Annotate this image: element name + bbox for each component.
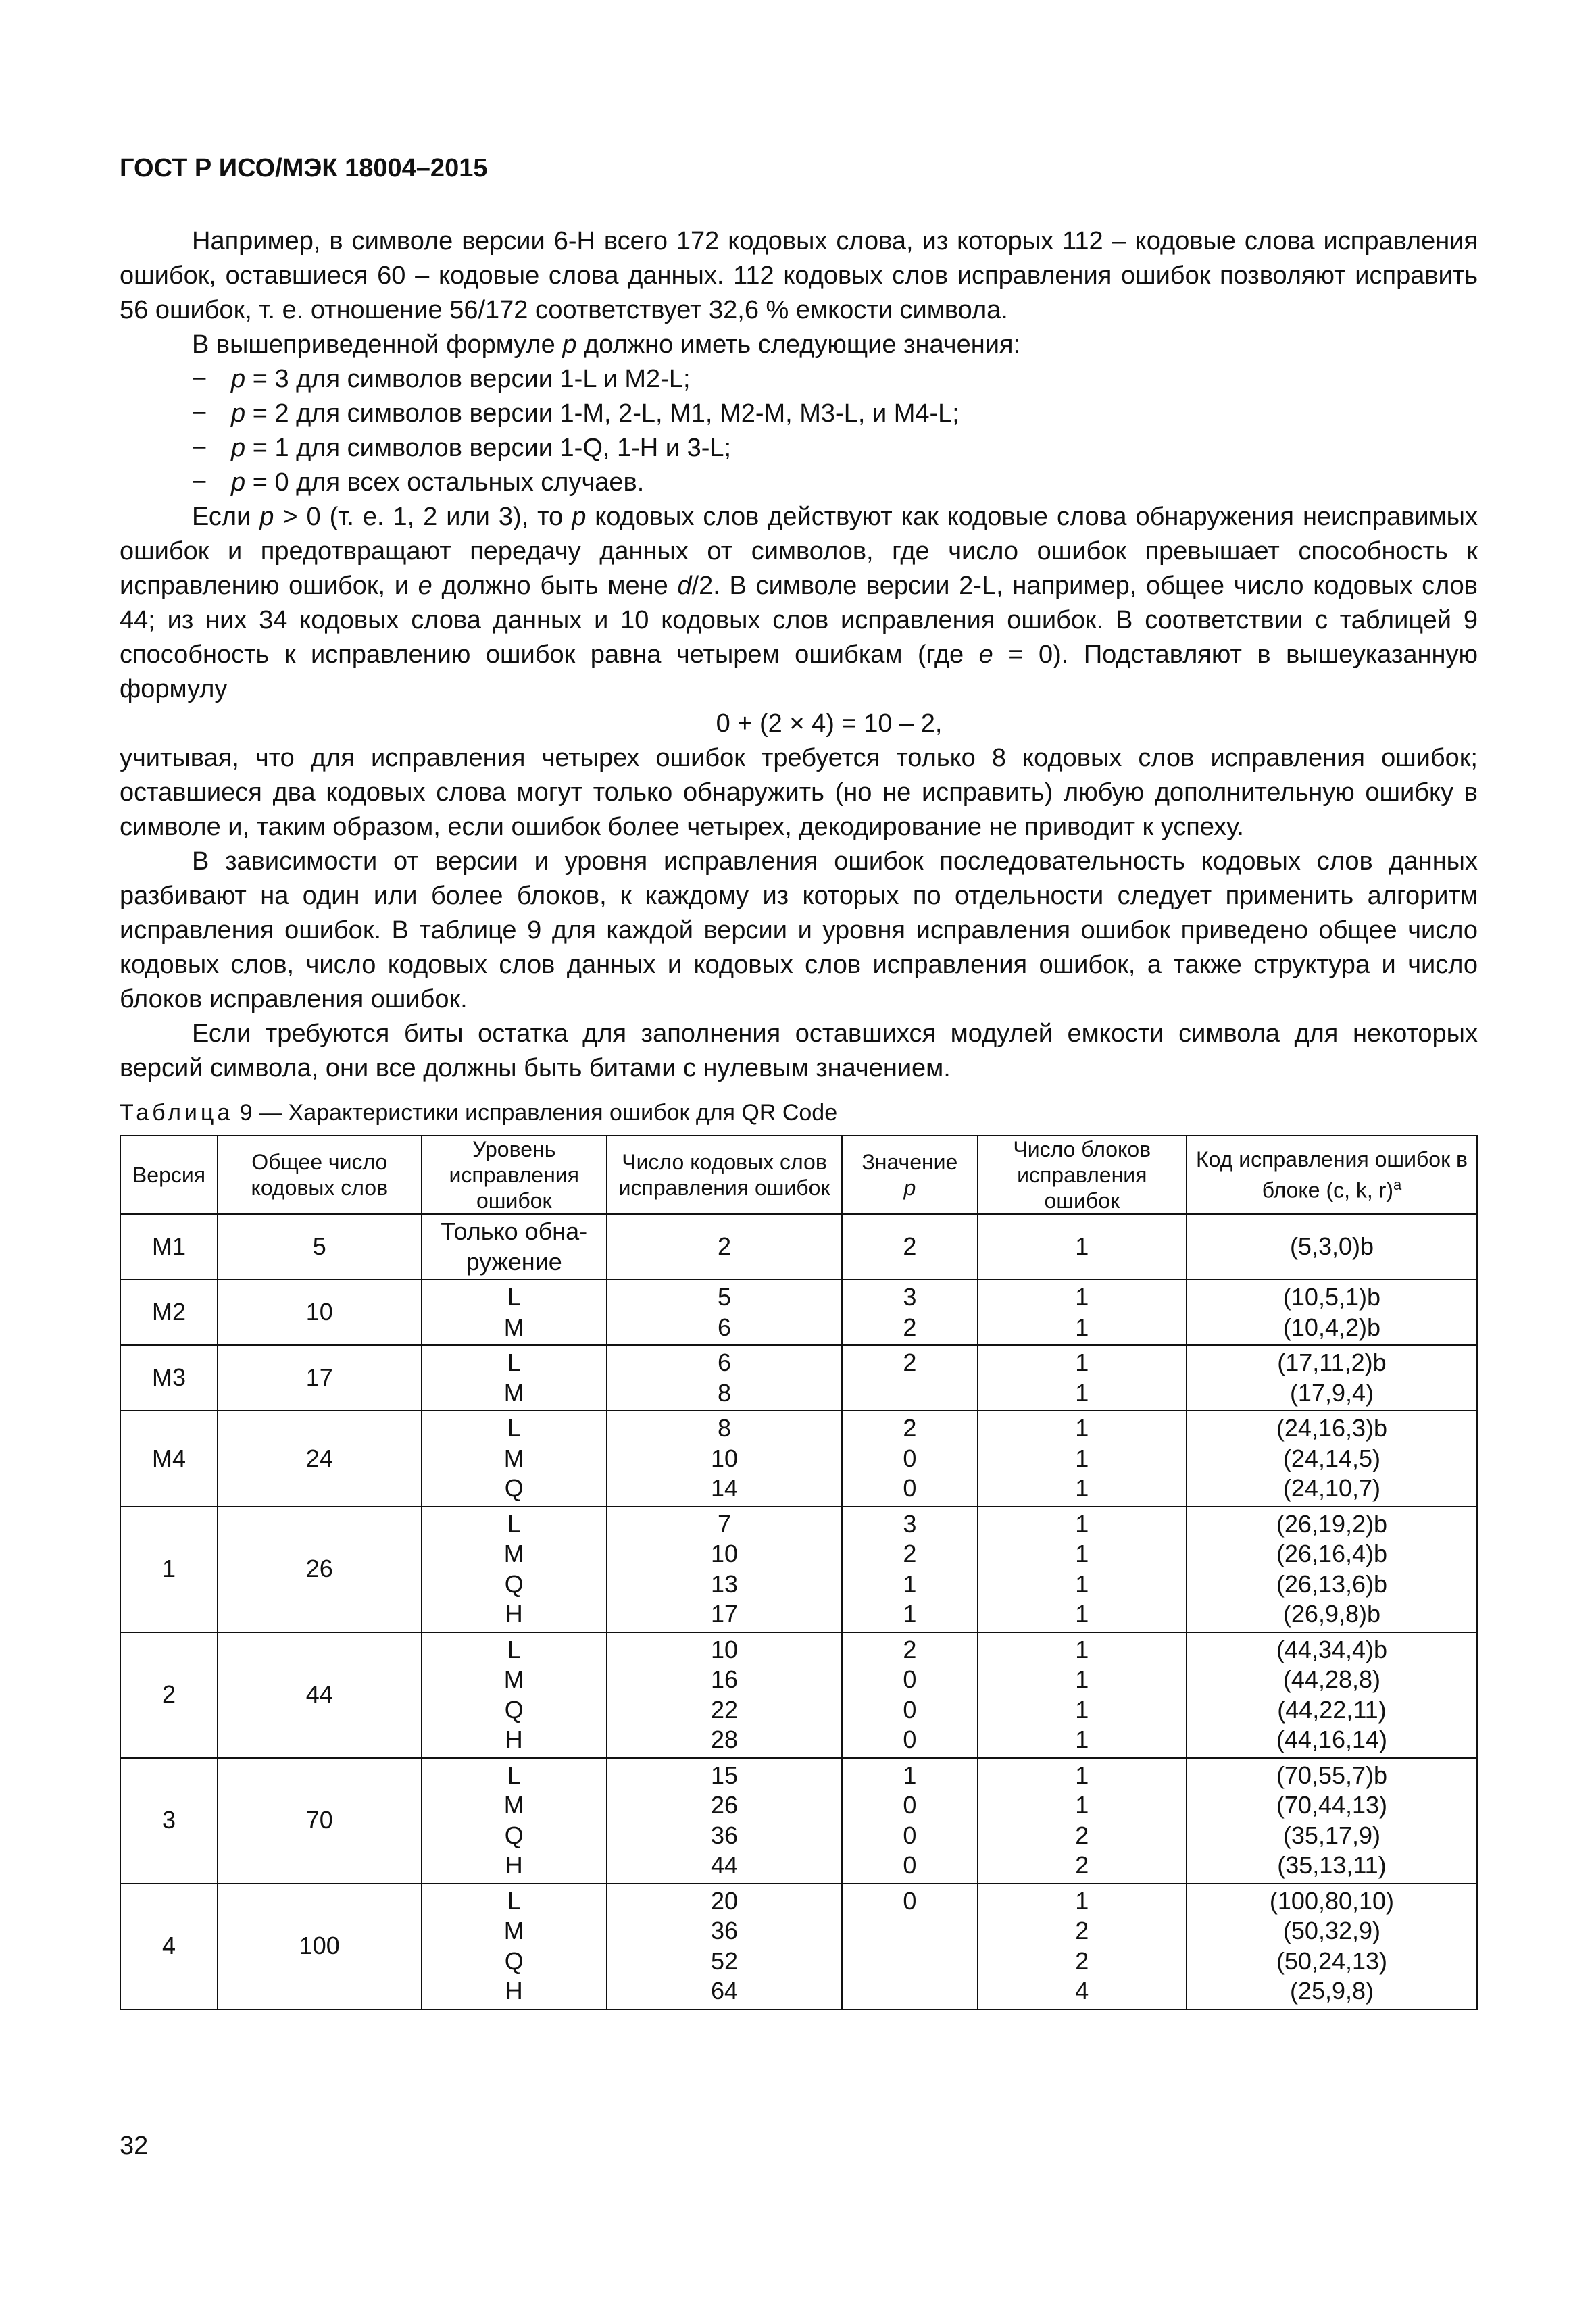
cell-line: (25,9,8) [1289,1977,1374,2005]
var-d: d [677,572,692,600]
cell-line: Q [504,1474,524,1502]
cell-line: 2 [1075,1851,1089,1879]
cell-line: Только обна- [441,1217,588,1245]
cell-levels [422,1884,607,2009]
cell-version: M3 [120,1345,218,1411]
table-caption-text: 9 — Характеристики исправления ошибок для QR Code [233,1100,838,1126]
cell-line: 1 [1075,1474,1089,1502]
cell-line: (5,3,0)b [1289,1232,1374,1261]
cell-line: 36 [711,1917,739,1944]
cell-line: 0 [903,1444,917,1472]
cell-line: 0 [903,1695,917,1724]
cell-line: M [503,1791,524,1819]
cell-line: (50,32,9) [1282,1917,1381,1944]
cell-line: 13 [711,1569,739,1598]
cell-line: 1 [1075,1886,1089,1915]
var-e: e [978,640,993,669]
cell-line: (26,19,2)b [1276,1509,1388,1538]
cell-line: Q [504,1946,524,1975]
cell-p [842,1884,977,2009]
paragraph-3-part: Если [192,503,260,531]
cell-line: 1 [1075,1726,1089,1753]
table-caption [120,1100,837,1126]
header-blocks: Число блоков исправления ошибок [978,1136,1187,1214]
cell-version: M4 [120,1411,218,1507]
cell-levels [422,1507,607,1632]
cell-line: 1 [1075,1313,1089,1341]
cell-line: 1 [1075,1378,1089,1407]
var-p: p [259,503,274,531]
cell-line: 64 [711,1977,739,2005]
cell-line: 0 [903,1726,917,1753]
cell-line: L [507,1509,521,1538]
cell-code [1187,1345,1477,1411]
cell-p [842,1345,977,1411]
var-e: e [418,572,432,600]
cell-code [1187,1507,1477,1632]
cell-blocks [978,1758,1187,1884]
cell-line: 0 [903,1851,917,1879]
cell-line: 1 [1075,1761,1089,1789]
cell-line: (70,44,13) [1276,1791,1388,1819]
table-body [120,1214,1477,2009]
cell-line: (10,5,1)b [1282,1283,1381,1311]
header-code-label: Код исправления ошибок в блоке (c, k, r) [1196,1147,1468,1203]
cell-version: M2 [120,1280,218,1345]
paragraph-6: Если требуются биты остатка для заполнения оставшихся модулей емкости символа для некоторых версий символа, они все должны быть битами с нулевым значением. [120,1020,1478,1082]
cell-ec [607,1214,842,1280]
cell-blocks [978,1214,1187,1280]
cell-ec [607,1411,842,1507]
cell-line: 2 [903,1635,917,1663]
cell-line: 6 [718,1349,732,1376]
cell-line: 44 [711,1851,739,1879]
cell-version: 4 [120,1884,218,2009]
cell-blocks [978,1280,1187,1345]
cell-line [845,1378,974,1409]
cell-line: 1 [903,1600,917,1628]
cell-blocks [978,1632,1187,1758]
cell-ec [607,1280,842,1345]
cell-line: 14 [711,1474,739,1502]
cell-code [1187,1758,1477,1884]
cell-line: 20 [711,1886,739,1915]
cell-line: 5 [718,1283,732,1311]
cell-line: 36 [711,1821,739,1849]
cell-line [845,1916,974,1946]
paragraph-3-part: = 0). Подставляют в вышеуказанную формулу [120,640,1478,703]
cell-line [845,1976,974,2007]
cell-line: L [507,1635,521,1663]
cell-line: 1 [1075,1665,1089,1693]
cell-levels [422,1632,607,1758]
cell-line: 2 [1075,1821,1089,1849]
var-p: p [572,503,587,531]
cell-total: 44 [218,1632,422,1758]
cell-p [842,1280,977,1345]
cell-line: 1 [903,1569,917,1598]
cell-p [842,1411,977,1507]
cell-line: 1 [1075,1695,1089,1724]
cell-line: 0 [903,1665,917,1693]
cell-line: 8 [718,1378,732,1407]
table-row [120,1632,1477,1758]
cell-line: (26,16,4)b [1276,1540,1388,1567]
page-number: 32 [120,2132,149,2160]
document-header: ГОСТ Р ИСО/МЭК 18004–2015 [120,154,488,182]
list-item-text: = 0 для всех остальных случаев. [245,468,645,497]
header-ec-codewords: Число кодовых слов исправления ошибок [607,1136,842,1214]
cell-line: 1 [1075,1635,1089,1663]
cell-line: 28 [711,1726,739,1753]
table-row [120,1280,1477,1345]
cell-line: H [505,1851,523,1879]
cell-line: Q [504,1821,524,1849]
cell-blocks [978,1345,1187,1411]
cell-line: 2 [903,1414,917,1442]
cell-line: 7 [718,1509,732,1538]
var-p: p [231,434,246,462]
table-row [120,1345,1477,1411]
header-p [842,1136,977,1214]
cell-line: 15 [711,1761,739,1789]
header-version: Версия [120,1136,218,1214]
list-item-text: = 2 для символов версии 1-М, 2-L, M1, M2-M, M3-L, и M4-L; [245,399,959,428]
cell-line: 2 [1075,1917,1089,1944]
cell-line: L [507,1414,521,1442]
cell-line: 1 [1075,1414,1089,1442]
cell-line: 1 [1075,1569,1089,1598]
cell-version: 2 [120,1632,218,1758]
cell-levels [422,1280,607,1345]
cell-line: (10,4,2)b [1282,1313,1381,1341]
table-caption-word: Таблица [120,1100,234,1126]
cell-line: (44,34,4)b [1276,1635,1388,1663]
cell-line: 22 [711,1695,739,1724]
cell-total: 17 [218,1345,422,1411]
paragraph-2-part: должно иметь следующие значения: [576,330,1021,359]
cell-line: 2 [903,1349,917,1376]
cell-line: 4 [1075,1977,1089,2005]
cell-line: L [507,1886,521,1915]
cell-line: 16 [711,1665,739,1693]
cell-line: 0 [903,1821,917,1849]
cell-line: 10 [711,1444,739,1472]
cell-line: 1 [1075,1600,1089,1628]
paragraph-3-part: кодовых слов действуют как кодовые слова обнаружения неисправимых ошибок и предотвращают передачу данных от символов, где число ошибок превышает способность к исправлению ошибок, и [120,503,1478,600]
formula: 0 + (2 × 4) = 10 – 2, [716,709,943,738]
cell-line: 1 [1075,1509,1089,1538]
list-item-text: = 3 для символов версии 1-L и M2-L; [245,365,691,393]
table-row [120,1758,1477,1884]
cell-code [1187,1411,1477,1507]
cell-line: 52 [711,1946,739,1975]
header-total: Общее число кодовых слов [218,1136,422,1214]
cell-p [842,1507,977,1632]
paragraph-3 [120,500,1478,707]
cell-line: M [503,1540,524,1567]
cell-code [1187,1884,1477,2009]
var-p: p [231,399,246,428]
cell-line: 0 [903,1791,917,1819]
header-code [1187,1136,1477,1214]
cell-total: 26 [218,1507,422,1632]
cell-line: M [503,1444,524,1472]
var-p: p [231,468,246,497]
paragraph-3-part: должно быть мене [432,572,678,600]
cell-ec [607,1632,842,1758]
cell-line: 2 [1075,1946,1089,1975]
cell-ec [607,1345,842,1411]
cell-line: L [507,1283,521,1311]
header-p-label: Значение [862,1150,958,1174]
cell-line: 3 [903,1283,917,1311]
p-values-list [120,362,1478,500]
cell-line: H [505,1977,523,2005]
cell-line: 0 [903,1474,917,1502]
var-p: p [231,365,246,393]
cell-line: ружение [466,1247,562,1276]
cell-ec [607,1758,842,1884]
cell-line: 2 [903,1313,917,1341]
cell-line: (17,9,4) [1289,1378,1374,1407]
cell-code [1187,1632,1477,1758]
table-row [120,1411,1477,1507]
cell-total: 70 [218,1758,422,1884]
list-item [192,397,1478,431]
cell-total: 24 [218,1411,422,1507]
cell-levels [422,1758,607,1884]
paragraph-5: В зависимости от версии и уровня исправления ошибок последовательность кодовых слов данных разбивают на один или более блоков, к каждому из которых по отдельности следует применить алгоритм исправления ошибок. В таблице 9 для каждой версии и уровня исправления ошибок приведено общее число кодовых слов, число кодовых слов данных и кодовых слов исправления ошибок, а также структура и число блоков исправления ошибок. [120,847,1478,1013]
cell-line: Q [504,1695,524,1724]
cell-version: 1 [120,1507,218,1632]
cell-line: (35,13,11) [1277,1851,1387,1879]
cell-code [1187,1280,1477,1345]
cell-line: 10 [711,1540,739,1567]
cell-line: H [505,1600,523,1628]
cell-line: 1 [1075,1791,1089,1819]
cell-line: 1 [903,1761,917,1789]
cell-p [842,1632,977,1758]
cell-line: 17 [711,1600,739,1628]
cell-line: 1 [1075,1540,1089,1567]
header-level: Уровень исправления ошибок [422,1136,607,1214]
cell-line [845,1946,974,1977]
table-row [120,1884,1477,2009]
cell-version: M1 [120,1214,218,1280]
cell-line: 26 [711,1791,739,1819]
cell-line: (100,80,10) [1269,1886,1395,1915]
cell-line: L [507,1349,521,1376]
cell-line: (35,17,9) [1282,1821,1381,1849]
cell-levels [422,1214,607,1280]
paragraph-3-part: /2. В символе версии 2-L, например, общее число кодовых слов 44; из них 34 кодовых слова данных и 10 кодовых слов исправления ошибок. В соответствии с таблицей 9 способность к исправлению ошибок равна четырем ошибкам (где [120,572,1478,669]
cell-line: M [503,1313,524,1341]
cell-ec [607,1884,842,2009]
paragraph-4: учитывая, что для исправления четырех ошибок требуется только 8 кодовых слов исправления ошибок; оставшиеся два кодовых слова могут только обнаружить (но не исправить) любую дополнительную ошибку в символе и, таким образом, если ошибок более четырех, декодирование не приводит к успеху. [120,744,1478,841]
cell-p [842,1214,977,1280]
cell-p [842,1758,977,1884]
list-item [192,362,1478,397]
cell-line: (24,16,3)b [1276,1414,1388,1442]
cell-line: (44,22,11) [1277,1695,1387,1724]
cell-blocks [978,1507,1187,1632]
list-item-text: = 1 для символов версии 1-Q, 1-Н и 3-L; [245,434,732,462]
cell-code [1187,1214,1477,1280]
cell-total: 10 [218,1280,422,1345]
cell-line: H [505,1726,523,1753]
cell-line: 1 [1075,1444,1089,1472]
cell-line: 1 [1075,1232,1089,1261]
cell-line: 1 [1075,1283,1089,1311]
cell-ec [607,1507,842,1632]
paragraph-3-part: > 0 (т. е. 1, 2 или 3), то [274,503,572,531]
var-p: p [562,330,577,359]
cell-line: 8 [718,1414,732,1442]
cell-line: (24,14,5) [1282,1444,1381,1472]
cell-line: 6 [718,1313,732,1341]
cell-line: 1 [1075,1349,1089,1376]
cell-blocks [978,1411,1187,1507]
cell-line: 3 [903,1509,917,1538]
cell-total: 100 [218,1884,422,2009]
cell-line: (26,9,8)b [1282,1600,1381,1628]
table-row [120,1214,1477,1280]
cell-line: M [503,1378,524,1407]
cell-line: 10 [711,1635,739,1663]
cell-line: 2 [718,1232,732,1261]
cell-total: 5 [218,1214,422,1280]
var-p: p [903,1176,916,1200]
cell-line: M [503,1917,524,1944]
cell-levels [422,1345,607,1411]
cell-line: (17,11,2)b [1277,1349,1387,1376]
paragraph-2-part: В вышеприведенной формуле [192,330,563,359]
cell-line: L [507,1761,521,1789]
cell-line: M [503,1665,524,1693]
cell-line: 0 [903,1886,917,1915]
error-correction-table [120,1135,1478,2010]
cell-line: (44,16,14) [1276,1726,1388,1753]
cell-line: (26,13,6)b [1276,1569,1388,1598]
list-item [192,466,1478,500]
cell-line: (24,10,7) [1282,1474,1381,1502]
cell-line: 2 [903,1232,917,1261]
cell-version: 3 [120,1758,218,1884]
table-row [120,1507,1477,1632]
cell-line: Q [504,1569,524,1598]
cell-blocks [978,1884,1187,2009]
table-header-row [120,1136,1477,1214]
cell-line: (44,28,8) [1282,1665,1381,1693]
paragraph-2 [120,328,1478,362]
footnote-marker: a [1393,1176,1402,1194]
paragraph-1: Например, в символе версии 6-Н всего 172 кодовых слова, из которых 112 – кодовые слова исправления ошибок, оставшиеся 60 – кодовые слова данных. 112 кодовых слов исправления ошибок позволяют исправить 56 ошибок, т. е. отношение 56/172 соответствует 32,6 % емкости символа. [120,227,1478,324]
cell-line: 2 [903,1540,917,1567]
body-text [120,224,1478,1086]
cell-line: (70,55,7)b [1276,1761,1388,1789]
cell-line: (50,24,13) [1276,1946,1388,1975]
cell-levels [422,1411,607,1507]
list-item [192,431,1478,466]
